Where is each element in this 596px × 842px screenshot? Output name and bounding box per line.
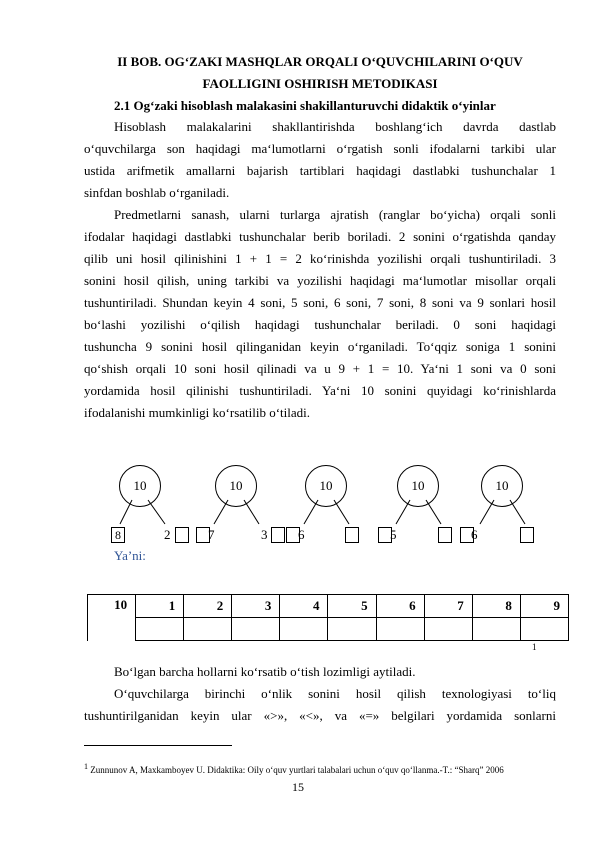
paragraph-line: sonini hosil qilish, uning tarkibi va yozilishi haqidagi ma‘lumotlar misollar orqali bbox=[84, 273, 556, 288]
tree-top-circle: 10 bbox=[215, 465, 257, 507]
paragraph-line: sinfdan boshlab o‘rganiladi. bbox=[84, 185, 230, 200]
yani-label: Ya’ni: bbox=[114, 548, 146, 563]
tree-right-box bbox=[175, 527, 189, 543]
tree-top-circle: 10 bbox=[481, 465, 523, 507]
tree-right-box bbox=[271, 527, 285, 543]
table-cell bbox=[184, 618, 232, 641]
footnote-text: Zunnunov A, Maxkamboyev U. Didaktika: Oily o‘quv yurtlari talabalari uchun o‘quv qo‘llanma.-T.: “Sharq” 2006 bbox=[90, 765, 504, 775]
tree-left-box bbox=[378, 527, 392, 543]
table-cell bbox=[328, 618, 376, 641]
table-cell bbox=[280, 618, 328, 641]
paragraph-line: bo‘lashi yozilishi o‘qilish haqidagi tushunchalar beriladi. 0 soni haqidagi bbox=[84, 317, 556, 332]
paragraph-line: qilib uni hosil qilinishini 1 + 1 = 2 ko‘rinishda yozilishi orqali tushuntiriladi. 3 bbox=[84, 251, 556, 266]
number-table bbox=[87, 594, 569, 641]
table-cell: 6 bbox=[376, 595, 424, 618]
tree-right-box bbox=[438, 527, 452, 543]
table-cell: 3 bbox=[232, 595, 280, 618]
footnote-marker: 1 bbox=[532, 642, 537, 652]
tree-right-value: 2 bbox=[164, 527, 171, 542]
paragraph-line: yordamida hosil qilinishi tushuntiriladi. Ya‘ni 10 sonini quyidagi ko‘rinishlarda bbox=[84, 383, 556, 398]
tree-top-circle: 10 bbox=[397, 465, 439, 507]
paragraph-line: Bo‘lgan barcha hollarni ko‘rsatib o‘tish lozimligi aytiladi. bbox=[114, 664, 416, 679]
table-cell: 2 bbox=[184, 595, 232, 618]
chapter-title-line1: II BOB. OG‘ZAKI MASHQLAR ORQALI O‘QUVCHILARINI O‘QUV bbox=[117, 54, 523, 69]
table-row bbox=[88, 618, 569, 641]
table-cell: 10 bbox=[88, 595, 136, 641]
tree-top-circle: 10 bbox=[305, 465, 347, 507]
paragraph-line: Predmetlarni sanash, ularni turlarga ajratish (ranglar bo‘yicha) orqali sonli bbox=[114, 207, 556, 222]
tree-right-value: 3 bbox=[261, 527, 268, 542]
page-number: 15 bbox=[292, 780, 304, 794]
paragraph-line: tushuncha 9 sonini hosil qilinganidan keyin o‘rganiladi. To‘qqiz soniga 1 sonini bbox=[84, 339, 556, 354]
tree-left-value: 7 bbox=[208, 527, 215, 542]
footnote-number: 1 bbox=[84, 762, 88, 771]
table-cell: 8 bbox=[472, 595, 520, 618]
table-cell: 5 bbox=[328, 595, 376, 618]
paragraph-line: tushuntiriladi. Shundan keyin 4 soni, 5 soni, 6 soni, 7 soni, 8 soni va 9 sonlari hosil bbox=[84, 295, 556, 310]
table-cell: 1 bbox=[136, 595, 184, 618]
tree-top-circle: 10 bbox=[119, 465, 161, 507]
paragraph-line: ifodalar haqidagi dastlabki tushunchalar berib boriladi. 2 sonini o‘rgatishda qanday bbox=[84, 229, 556, 244]
table-cell: 4 bbox=[280, 595, 328, 618]
paragraph-line: O‘quvchilarga birinchi o‘nlik sonini hosil qilish texnologiyasi to‘liq bbox=[114, 686, 556, 701]
tree-left-value: 6 bbox=[471, 527, 478, 542]
tree-left-box bbox=[460, 527, 474, 543]
table-cell bbox=[232, 618, 280, 641]
paragraph-line: ustida arifmetik amallarni bajarish tartiblari haqidagi dastlabki tushunchalar 1 bbox=[84, 163, 556, 178]
paragraph-line: qo‘shish orqali 10 soni hosil qilinadi va u 9 + 1 = 10. Ya‘ni 1 soni va 0 soni bbox=[84, 361, 556, 376]
paragraph-line: Hisoblash malakalarini shakllantirishda boshlang‘ich davrda dastlab bbox=[114, 119, 556, 134]
table-cell: 9 bbox=[520, 595, 568, 618]
table-cell bbox=[472, 618, 520, 641]
chapter-title-line2: FAOLLIGINI OSHIRISH METODIKASI bbox=[202, 76, 438, 91]
table-cell bbox=[136, 618, 184, 641]
tree-left-value: 6 bbox=[298, 527, 305, 542]
section-title: 2.1 Og‘zaki hisoblash malakasini shakillanturuvchi didaktik o‘yinlar bbox=[114, 98, 496, 113]
footnote bbox=[84, 762, 504, 775]
paragraph-line: tushuntirilganidan keyin ular «>», «<», va «=» belgilari yordamida sonlarni bbox=[84, 708, 556, 723]
footnote-rule bbox=[84, 745, 232, 746]
paragraph-line: ifodalanishi mumkinligi ko‘rsatilib o‘tiladi. bbox=[84, 405, 311, 420]
tree-right-box bbox=[520, 527, 534, 543]
tree-left-box: 8 bbox=[111, 527, 125, 543]
table-cell bbox=[520, 618, 568, 641]
table-cell: 7 bbox=[424, 595, 472, 618]
tree-left-value: 5 bbox=[390, 527, 397, 542]
table-cell bbox=[376, 618, 424, 641]
table-row bbox=[88, 595, 569, 618]
tree-right-box bbox=[345, 527, 359, 543]
tree-left-box bbox=[196, 527, 210, 543]
table-cell bbox=[424, 618, 472, 641]
paragraph-line: o‘quvchilarga son haqidagi ma‘lumotlarni o‘rgatish sonli ifodalarni tarkibi ular bbox=[84, 141, 556, 156]
tree-left-box bbox=[286, 527, 300, 543]
